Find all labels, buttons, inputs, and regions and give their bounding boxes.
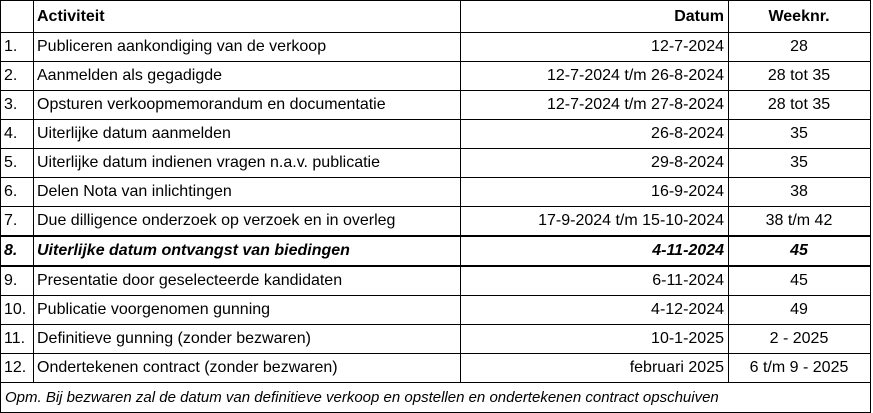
- table-note: Opm. Bij bezwaren zal de datum van definitieve verkoop en opstellen en ondertekenen contract opschuiven: [1, 383, 871, 413]
- row-week: 45: [729, 236, 871, 266]
- table-row: [1, 266, 871, 296]
- table-row: [1, 354, 871, 383]
- row-activity: Aanmelden als gegadigde: [34, 62, 461, 91]
- row-date: 10-1-2025: [461, 325, 729, 354]
- row-number: 9.: [1, 266, 34, 296]
- row-week: 38: [729, 178, 871, 207]
- table-row: [1, 325, 871, 354]
- row-activity: Delen Nota van inlichtingen: [34, 178, 461, 207]
- row-date: 4-11-2024: [461, 236, 729, 266]
- table-row: [1, 120, 871, 149]
- row-date: februari 2025: [461, 354, 729, 383]
- row-number: 8.: [1, 236, 34, 266]
- table-row: [1, 207, 871, 237]
- table-row: [1, 62, 871, 91]
- row-number: 2.: [1, 62, 34, 91]
- row-number: 3.: [1, 91, 34, 120]
- row-number: 6.: [1, 178, 34, 207]
- row-week: 49: [729, 296, 871, 325]
- row-week: 28 tot 35: [729, 91, 871, 120]
- row-activity: Due dilligence onderzoek op verzoek en in overleg: [34, 207, 461, 237]
- row-number: 11.: [1, 325, 34, 354]
- header-date: Datum: [461, 1, 729, 33]
- table-note-row: [1, 383, 871, 413]
- table-row: [1, 91, 871, 120]
- row-activity: Publiceren aankondiging van de verkoop: [34, 33, 461, 62]
- row-week: 38 t/m 42: [729, 207, 871, 237]
- row-week: 35: [729, 149, 871, 178]
- header-number: [1, 1, 34, 33]
- table-header-row: [1, 1, 871, 33]
- row-week: 45: [729, 266, 871, 296]
- row-activity: Uiterlijke datum aanmelden: [34, 120, 461, 149]
- row-number: 7.: [1, 207, 34, 237]
- table-row: [1, 178, 871, 207]
- table-row: [1, 33, 871, 62]
- row-week: 28: [729, 33, 871, 62]
- row-activity: Uiterlijke datum indienen vragen n.a.v. publicatie: [34, 149, 461, 178]
- row-week: 35: [729, 120, 871, 149]
- table-row: [1, 296, 871, 325]
- row-number: 5.: [1, 149, 34, 178]
- row-activity: Uiterlijke datum ontvangst van biedingen: [34, 236, 461, 266]
- table-row: [1, 149, 871, 178]
- header-activity: Activiteit: [34, 1, 461, 33]
- row-activity: Definitieve gunning (zonder bezwaren): [34, 325, 461, 354]
- row-date: 12-7-2024 t/m 27-8-2024: [461, 91, 729, 120]
- row-date: 29-8-2024: [461, 149, 729, 178]
- row-week: 6 t/m 9 - 2025: [729, 354, 871, 383]
- row-number: 1.: [1, 33, 34, 62]
- row-activity: Ondertekenen contract (zonder bezwaren): [34, 354, 461, 383]
- row-activity: Publicatie voorgenomen gunning: [34, 296, 461, 325]
- row-date: 12-7-2024 t/m 26-8-2024: [461, 62, 729, 91]
- row-date: 17-9-2024 t/m 15-10-2024: [461, 207, 729, 237]
- row-number: 12.: [1, 354, 34, 383]
- row-date: 26-8-2024: [461, 120, 729, 149]
- row-week: 28 tot 35: [729, 62, 871, 91]
- row-date: 4-12-2024: [461, 296, 729, 325]
- row-date: 16-9-2024: [461, 178, 729, 207]
- row-activity: Presentatie door geselecteerde kandidaten: [34, 266, 461, 296]
- row-date: 12-7-2024: [461, 33, 729, 62]
- table-row-highlighted: [1, 236, 871, 266]
- row-date: 6-11-2024: [461, 266, 729, 296]
- row-week: 2 - 2025: [729, 325, 871, 354]
- row-activity: Opsturen verkoopmemorandum en documentatie: [34, 91, 461, 120]
- row-number: 10.: [1, 296, 34, 325]
- header-week: Weeknr.: [729, 1, 871, 33]
- row-number: 4.: [1, 120, 34, 149]
